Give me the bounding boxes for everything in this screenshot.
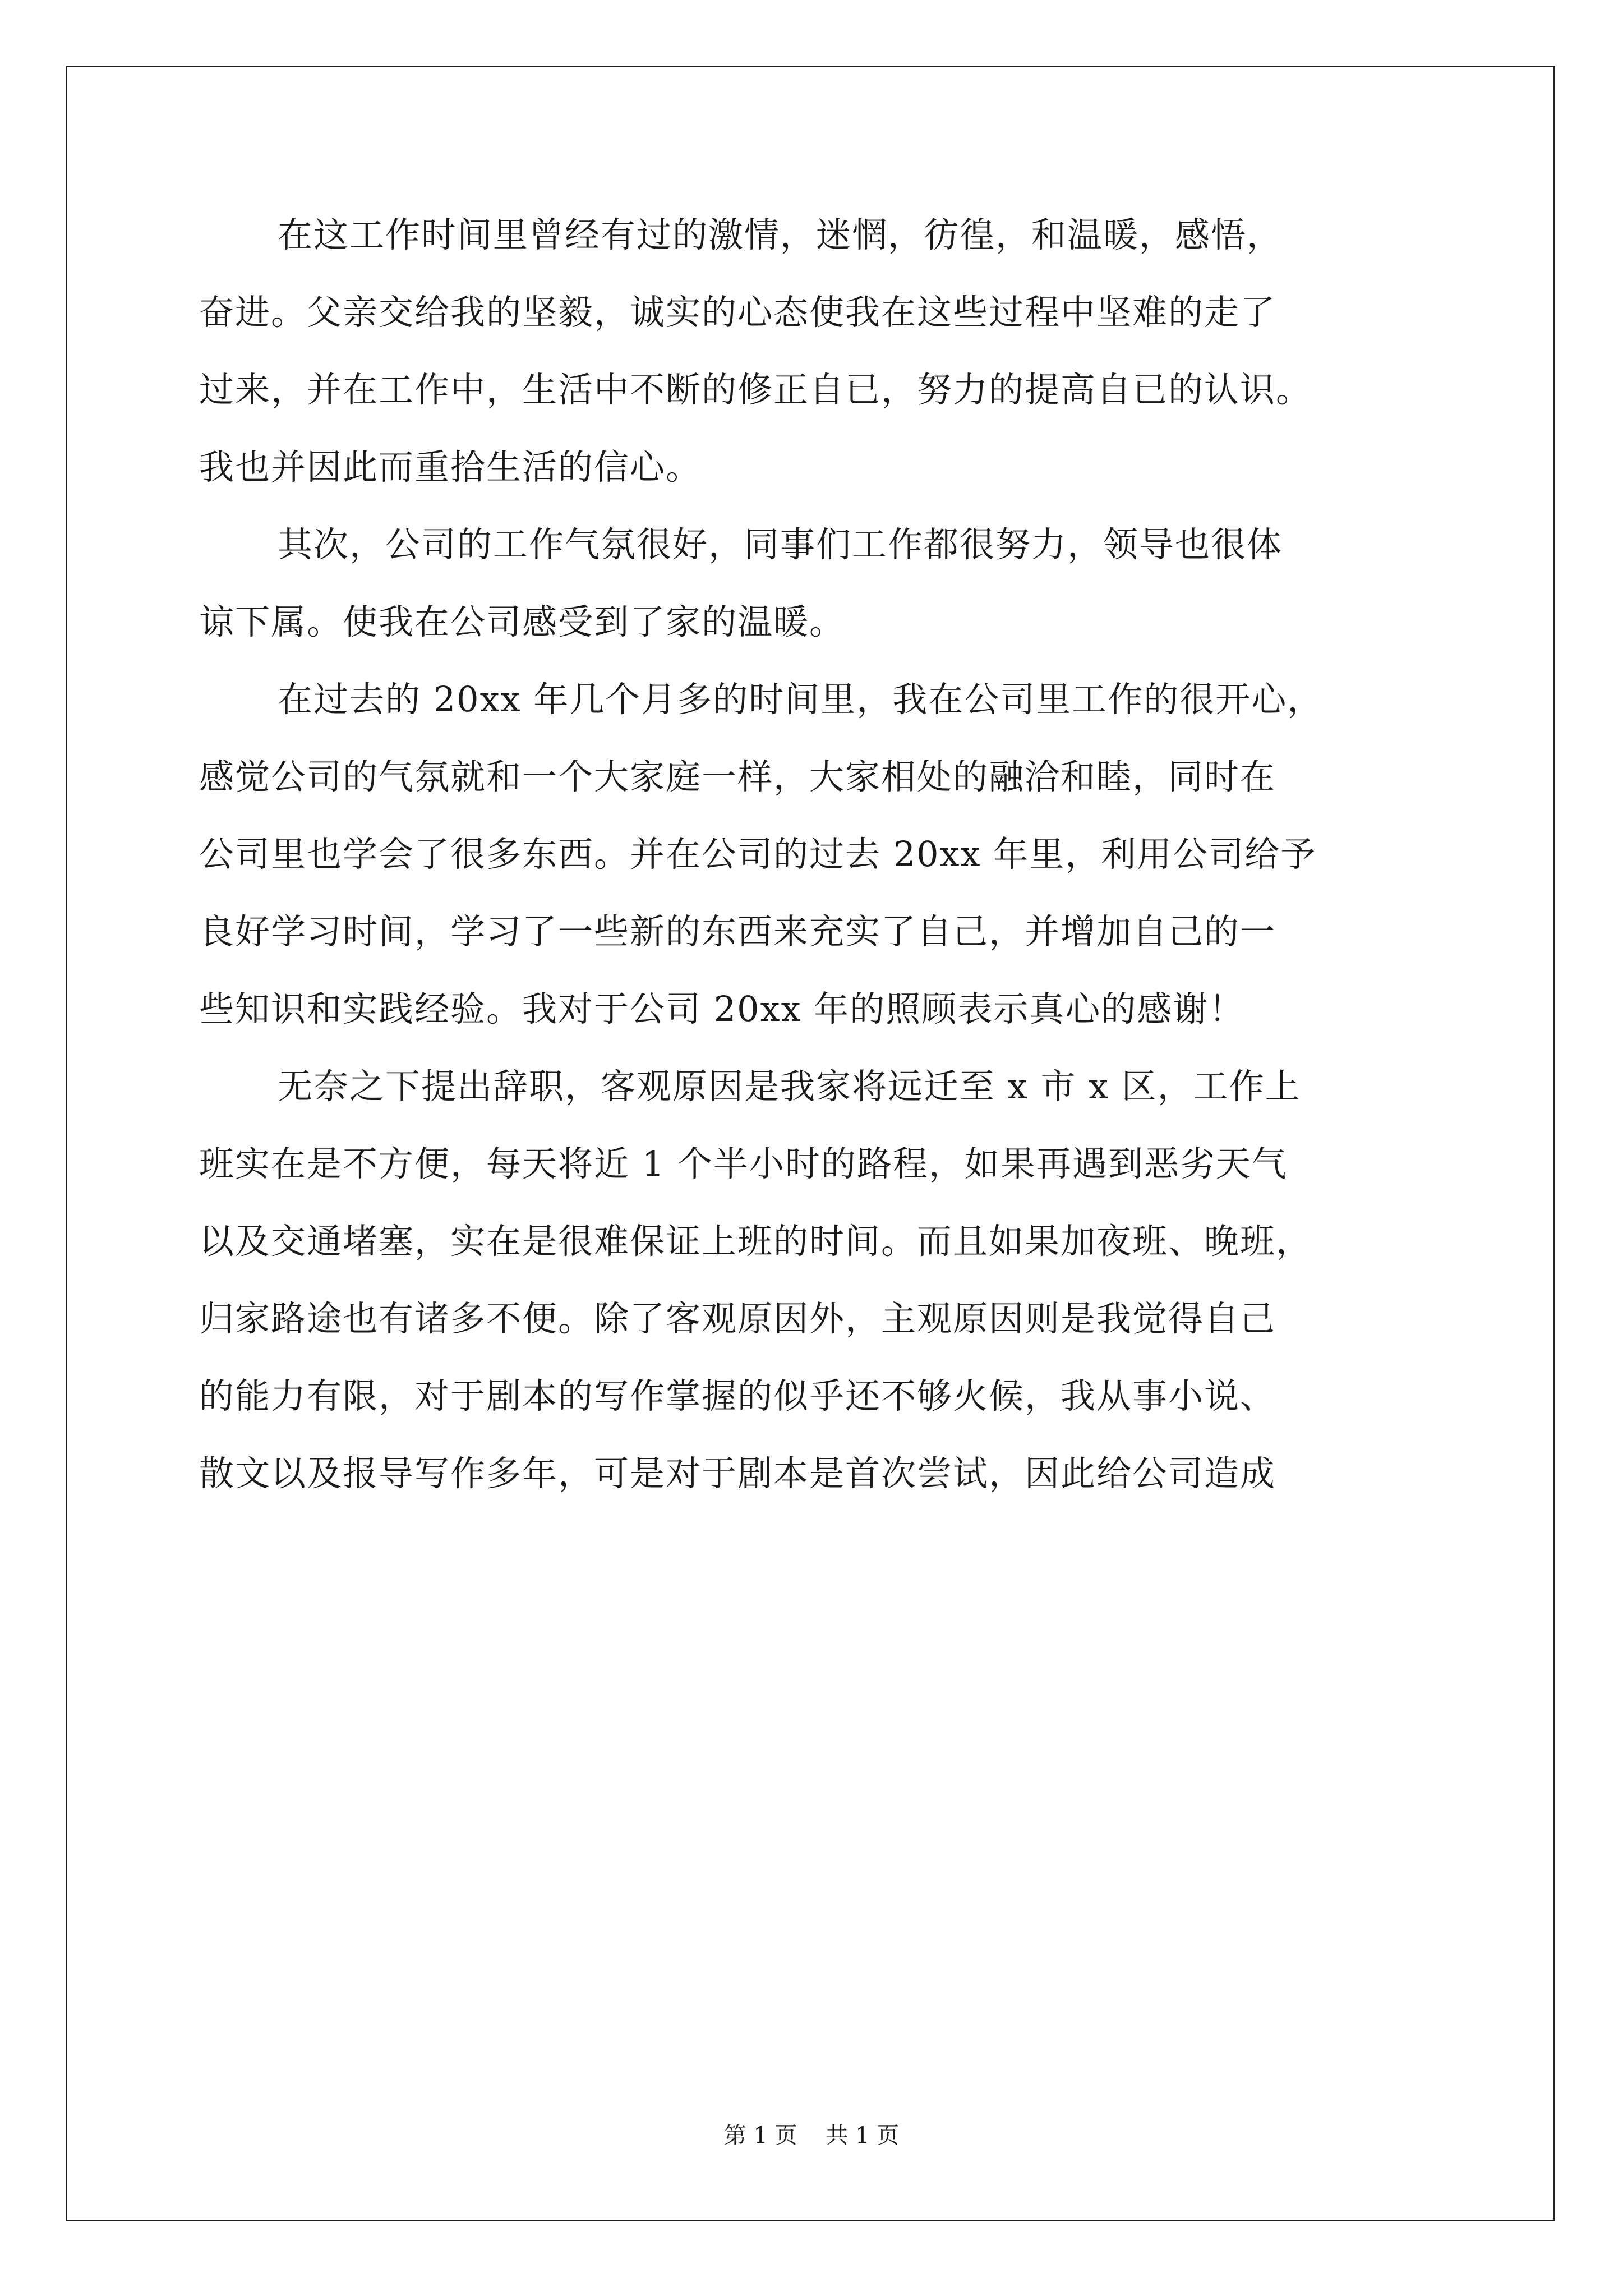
text-line: 公司里也学会了很多东西。并在公司的过去 20xx 年里，利用公司给予: [199, 834, 1317, 875]
text-line: 些知识和实践经验。我对于公司 20xx 年的照顾表示真心的感谢！: [199, 988, 1245, 1029]
text-line: 归家路途也有诸多不便。除了客观原因外，主观原因则是我觉得自己: [199, 1298, 1276, 1339]
text-line: 谅下属。使我在公司感受到了家的温暖。: [199, 601, 846, 642]
text-line: 过来，并在工作中，生活中不断的修正自已，努力的提高自已的认识。: [199, 369, 1312, 410]
document-body: [199, 196, 1433, 1512]
text-line: 我也并因此而重拾生活的信心。: [199, 447, 702, 487]
text-line: 奋进。父亲交给我的坚毅，诚实的心态使我在这些过程中坚难的走了: [199, 292, 1276, 333]
text-line: 良好学习时间，学习了一些新的东西来充实了自己，并增加自己的一: [199, 911, 1276, 952]
text-line: 以及交通堵塞，实在是很难保证上班的时间。而且如果加夜班、晚班，: [199, 1221, 1312, 1262]
text-line: 感觉公司的气氛就和一个大家庭一样，大家相处的融洽和睦，同时在: [199, 756, 1276, 797]
text-line: 散文以及报导写作多年，可是对于剧本是首次尝试，因此给公司造成: [199, 1453, 1276, 1494]
text-line: 无奈之下提出辞职，客观原因是我家将远迁至 x 市 x 区，工作上: [278, 1066, 1301, 1107]
text-line: 班实在是不方便，每天将近 1 个半小时的路程，如果再遇到恶劣天气: [199, 1143, 1288, 1184]
text-line: 的能力有限，对于剧本的写作掌握的似乎还不够火候，我从事小说、: [199, 1375, 1276, 1416]
text-line: 其次，公司的工作气氛很好，同事们工作都很努力，领导也很体: [278, 524, 1283, 565]
text-line: 在这工作时间里曾经有过的激情，迷惘，彷徨，和温暖，感悟，: [278, 214, 1283, 255]
text-line: 在过去的 20xx 年几个月多的时间里，我在公司里工作的很开心，: [278, 679, 1324, 720]
page-number-footer: 第 1 页 共 1 页: [723, 2123, 900, 2148]
